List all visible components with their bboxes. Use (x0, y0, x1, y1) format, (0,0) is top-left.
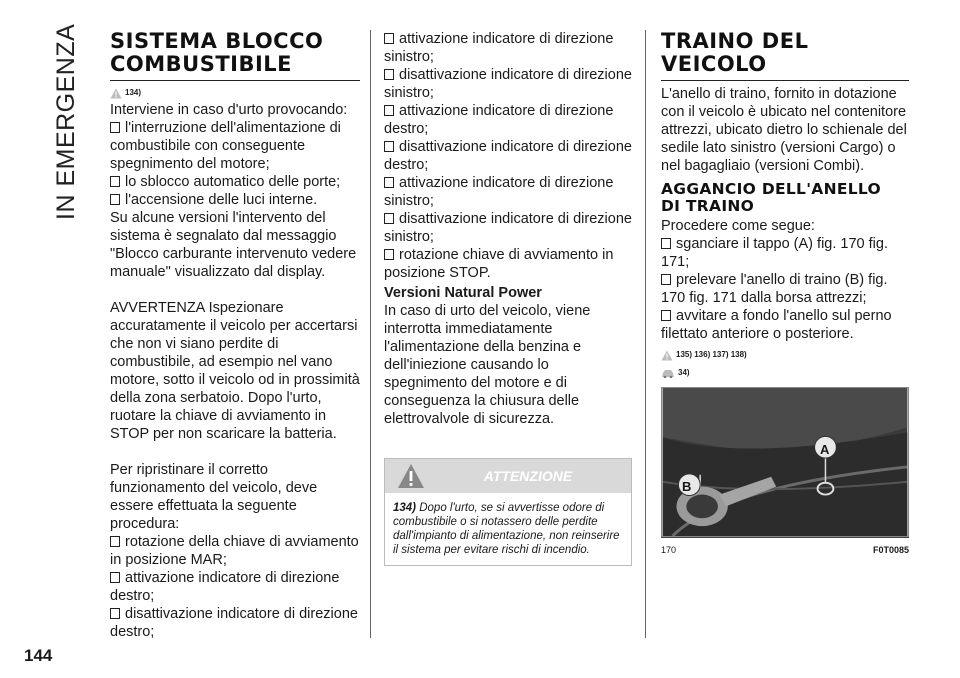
paragraph: Per ripristinare il corretto funzionamento del veicolo, deve essere effettuata la seguente procedura: (110, 462, 318, 532)
list-item: attivazione indicatore di direzione destro; (110, 570, 340, 604)
checkbox-bullet-icon (384, 141, 394, 152)
checkbox-bullet-icon (110, 122, 120, 133)
checkbox-bullet-icon (110, 608, 120, 619)
attention-body (385, 493, 631, 565)
attention-header (385, 459, 631, 493)
fuel-cutoff-title (110, 30, 360, 81)
checkbox-bullet-icon (110, 176, 120, 187)
column-procedure (384, 30, 632, 566)
checkbox-bullet-icon (384, 105, 394, 116)
checkbox-bullet-icon (384, 213, 394, 224)
attention-text: Dopo l'urto, se si avvertisse odore di combustibile o si notassero delle perdite dall'impianto di alimentazione, non reinserire il sistema per evitare rischi di incendio. (393, 502, 620, 556)
caution-ref-number: 34) (678, 368, 690, 377)
warning-paragraph: AVVERTENZA Ispezionare accuratamente il veicolo per accertarsi che non vi siano perdite di combustibile, ad esempio nel vano motore, sotto il veicolo od in prossimità della zona serbatoio. Dopo l'urto, ruotare la chiave di avviamento in STOP per non scaricare la batteria. (110, 300, 360, 442)
page-number: 144 (24, 646, 53, 665)
natural-power-heading: Versioni Natural Power (384, 285, 542, 301)
paragraph: In caso di urto del veicolo, viene interrotta immediatamente l'alimentazione della benzina e dell'iniezione causando lo spegnimento del motore e di conseguenza la chiusura delle elettrovalvole di sicurezza. (384, 303, 591, 427)
title-line: COMBUSTIBILE (110, 52, 293, 76)
list-item: l'accensione delle luci interne. (110, 191, 360, 209)
figure-code: F0T0085 (872, 545, 909, 555)
attention-box (384, 458, 632, 566)
checkbox-bullet-icon (384, 69, 394, 80)
checkbox-bullet-icon (661, 238, 671, 249)
intro-text: Procedere come segue: (661, 218, 815, 234)
intro-text: Interviene in caso d'urto provocando: (110, 102, 348, 118)
column-towing (661, 30, 909, 559)
attention-number: 134) (393, 502, 417, 514)
list-item: rotazione chiave di avviamento in posizione STOP. (384, 247, 614, 281)
checkbox-bullet-icon (384, 249, 394, 260)
section-side-label-text: IN EMERGENZA (52, 23, 80, 220)
checkbox-bullet-icon (110, 572, 120, 583)
checkbox-bullet-icon (110, 194, 120, 205)
tow-ring-heading: AGGANCIO DELL'ANELLO DI TRAINO (661, 180, 882, 215)
warning-ref-number: 134) (125, 88, 142, 97)
checkbox-bullet-icon (661, 310, 671, 321)
column-fuel-cutoff (110, 30, 360, 641)
warning-triangle-icon (397, 463, 425, 489)
tow-hook-photo (661, 387, 909, 537)
warning-reference (110, 85, 360, 101)
towing-title (661, 30, 909, 81)
column-divider (370, 30, 371, 638)
warning-reference (661, 347, 909, 363)
list-item: sganciare il tappo (A) fig. 170 fig. 171; (661, 236, 888, 270)
checkbox-bullet-icon (384, 177, 394, 188)
title-line: TRAINO DEL (661, 29, 809, 53)
list-item: lo sblocco automatico delle porte; (110, 173, 360, 191)
title-line: VEICOLO (661, 52, 767, 76)
figure-number: 170 (661, 545, 677, 555)
list-item: attivazione indicatore di direzione sinistro; (384, 175, 614, 209)
list-item: disattivazione indicatore di direzione destro; (110, 606, 358, 640)
warning-triangle-icon (110, 88, 122, 99)
list-item: disattivazione indicatore di direzione sinistro; (384, 211, 632, 245)
column-divider (645, 30, 646, 638)
checkbox-bullet-icon (661, 274, 671, 285)
warning-triangle-icon (661, 350, 673, 361)
section-side-label (52, 23, 92, 220)
list-item: avvitare a fondo l'anello sul perno filettato anteriore o posteriore. (661, 308, 892, 342)
list-item: disattivazione indicatore di direzione destro; (384, 139, 632, 173)
attention-label: ATTENZIONE (483, 468, 573, 484)
list-item: attivazione indicatore di direzione destro; (384, 103, 614, 137)
marker-b: B (682, 479, 692, 494)
list-item: rotazione della chiave di avviamento in posizione MAR; (110, 534, 359, 568)
paragraph: Su alcune versioni l'intervento del sistema è segnalato dal messaggio "Blocco carburante intervenuto vedere manuale" visualizzato dal display. (110, 210, 357, 280)
marker-a: A (820, 442, 830, 457)
car-caution-icon (661, 368, 675, 378)
list-item: disattivazione indicatore di direzione sinistro; (384, 67, 632, 101)
warning-ref-numbers: 135) 136) 137) 138) (676, 350, 747, 359)
list-item: prelevare l'anello di traino (B) fig. 170 fig. 171 dalla borsa attrezzi; (661, 272, 888, 306)
list-item: attivazione indicatore di direzione sinistro; (384, 31, 614, 65)
figure-caption (661, 537, 909, 559)
caution-reference (661, 365, 909, 381)
figure-170 (661, 387, 909, 559)
checkbox-bullet-icon (110, 536, 120, 547)
checkbox-bullet-icon (384, 33, 394, 44)
paragraph: L'anello di traino, fornito in dotazione con il veicolo è ubicato nel contenitore attrezzi, ubicato dietro lo schienale del sedile lato sinistro (versioni Cargo) o nel bagagliaio (versioni Combi). (661, 86, 907, 174)
title-line: SISTEMA BLOCCO (110, 29, 324, 53)
list-item: l'interruzione dell'alimentazione di combustibile con conseguente spegnimento del motore; (110, 120, 341, 172)
